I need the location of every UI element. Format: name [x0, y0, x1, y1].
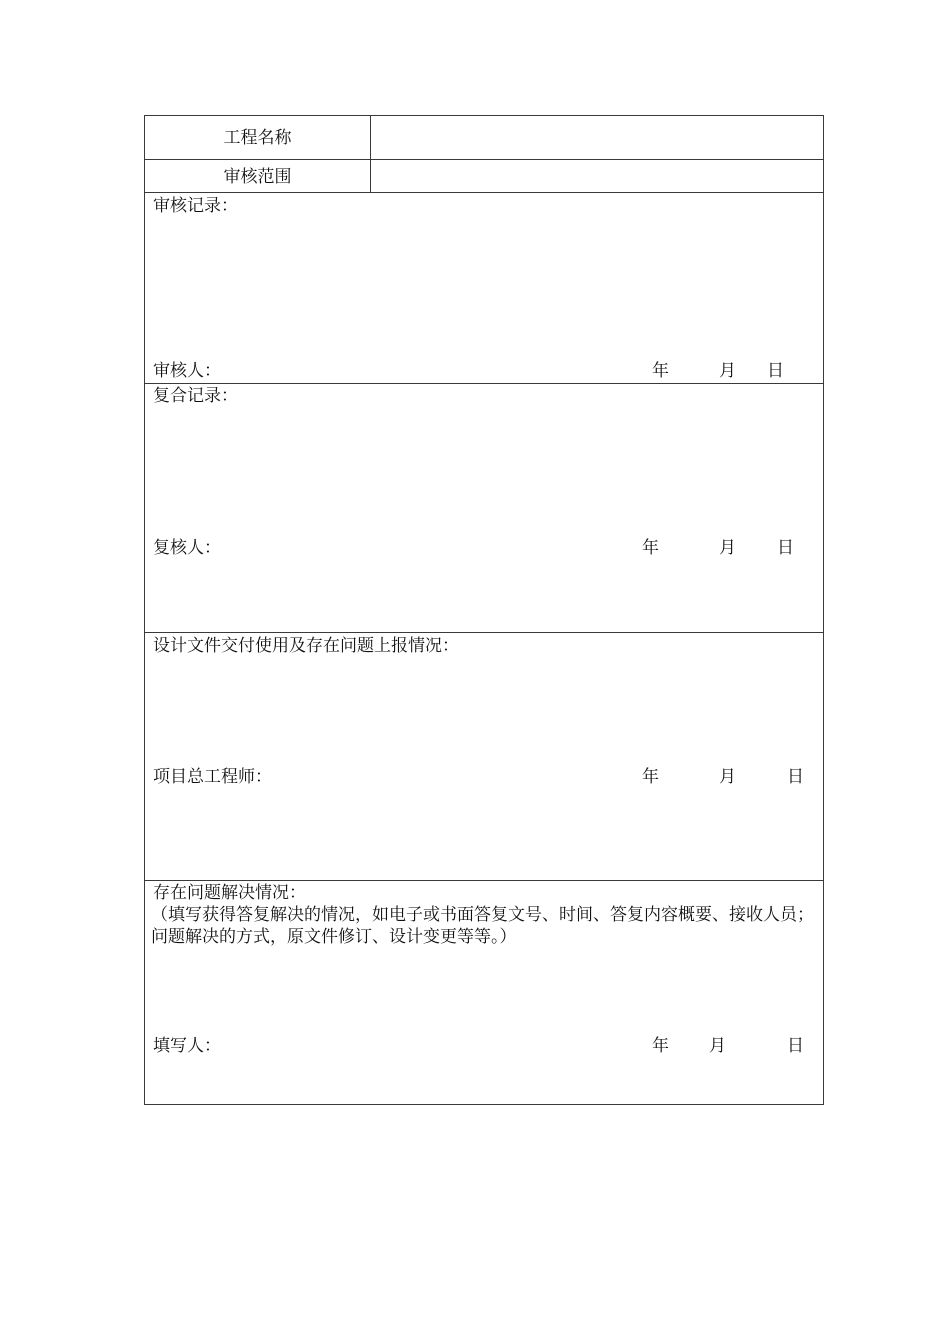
project-name-label: 工程名称 [223, 128, 292, 148]
recheck-day-label: 日 [777, 538, 794, 558]
reviewer-label: 审核人： [153, 361, 221, 381]
delivery-year-label: 年 [642, 767, 659, 787]
resolution-day-label: 日 [787, 1036, 804, 1056]
filler-label: 填写人： [153, 1036, 221, 1056]
recheck-record-section [145, 384, 823, 633]
recheck-record-title: 复合记录： [153, 386, 238, 406]
recheck-month-label: 月 [719, 538, 736, 558]
resolution-year-label: 年 [652, 1036, 669, 1056]
review-month-label: 月 [719, 361, 736, 381]
resolution-month-label: 月 [709, 1036, 726, 1056]
recheck-year-label: 年 [642, 538, 659, 558]
delivery-month-label: 月 [719, 767, 736, 787]
rechecker-label: 复核人： [153, 538, 221, 558]
delivery-report-title: 设计文件交付使用及存在问题上报情况： [153, 636, 459, 656]
review-form-table [144, 115, 824, 1105]
project-name-row [145, 116, 823, 160]
review-record-section [145, 193, 823, 384]
delivery-report-section [145, 633, 823, 881]
review-scope-label-cell [145, 160, 371, 192]
issue-resolution-section [145, 881, 823, 1105]
review-scope-row [145, 160, 823, 193]
delivery-day-label: 日 [787, 767, 804, 787]
project-name-label-cell [145, 116, 371, 159]
review-scope-value-cell[interactable] [371, 160, 823, 192]
review-day-label: 日 [767, 361, 784, 381]
review-scope-label: 审核范围 [223, 167, 292, 187]
project-name-value-cell[interactable] [371, 116, 823, 159]
review-record-title: 审核记录： [153, 196, 238, 216]
chief-engineer-label: 项目总工程师： [153, 767, 272, 787]
issue-resolution-note: （填写获得答复解决的情况，如电子或书面答复文号、时间、答复内容概要、接收人员；问题解决的方式，原文件修订、设计变更等等。） [151, 905, 814, 947]
review-year-label: 年 [652, 361, 669, 381]
issue-resolution-title: 存在问题解决情况： [153, 883, 306, 903]
